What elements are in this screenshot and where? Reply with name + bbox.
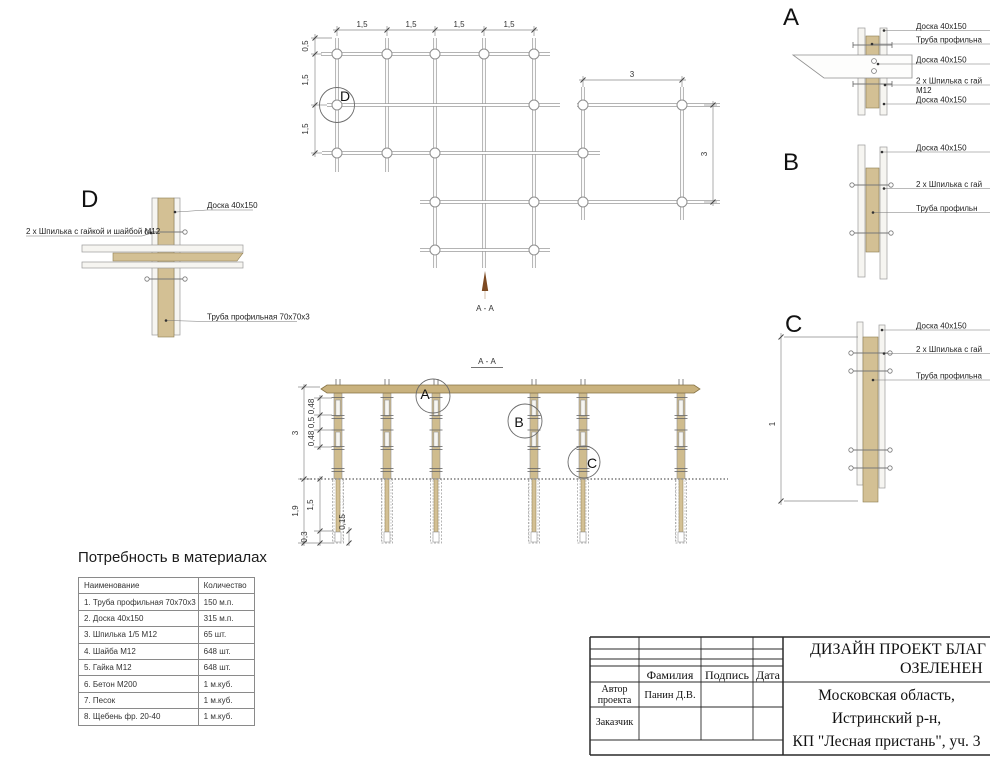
table-row: 8. Щебень фр. 20-40 1 м.куб. xyxy=(79,709,255,725)
detail-b-label-2: 2 х Шпилька с гай xyxy=(916,180,983,189)
column-header-qty: Количество xyxy=(198,578,254,594)
table-header-row xyxy=(79,578,255,594)
detail-b-label-1: Доска 40х150 xyxy=(916,143,967,153)
detail-d-label-board: Доска 40х150 xyxy=(207,201,258,210)
detail-a-label-3: Доска 40х150 xyxy=(916,55,967,65)
table-row: 5. Гайка М12 648 шт. xyxy=(79,659,255,675)
plan-dim-top-4: 1,5 xyxy=(503,20,515,29)
section-dim-chain-3: 0,48 xyxy=(307,430,316,447)
table-row: 7. Песок 1 м.куб. xyxy=(79,692,255,708)
detail-d xyxy=(26,186,310,337)
plan-dim-top-1: 1,5 xyxy=(356,20,368,29)
section-cut-label: А - А xyxy=(476,304,494,313)
titleblock-row-client: Заказчик xyxy=(595,717,634,728)
detail-d-letter: D xyxy=(81,186,99,213)
titleblock-author-name: Панин Д.В. xyxy=(644,690,696,701)
section-dim-below-1: 1,5 xyxy=(306,499,315,511)
plan-dim-left-2: 1,5 xyxy=(301,74,310,86)
plan-dimensions xyxy=(301,20,717,206)
detail-a-label-4: 2 х Шпилька с гай xyxy=(916,76,983,86)
plan-dim-left-1: 0,5 xyxy=(301,40,310,52)
address-line1: Московская область, xyxy=(818,687,955,704)
section-arrow-icon xyxy=(482,271,488,291)
detail-c-label-2: 2 х Шпилька с гай xyxy=(916,345,983,354)
section-callouts xyxy=(416,379,600,478)
detail-c-label-1: Доска 40х150 xyxy=(916,321,967,331)
project-title-line1: ДИЗАЙН ПРОЕКТ БЛАГ xyxy=(810,641,987,658)
detail-c-label-3: Труба профильна xyxy=(916,371,982,381)
detail-a xyxy=(783,4,990,115)
detail-a-label-2: Труба профильна xyxy=(916,35,982,45)
detail-a-label-5: М12 xyxy=(916,86,932,95)
detail-c-dim-height: 1 xyxy=(768,421,777,427)
table-row: 4. Шайба М12 648 шт. xyxy=(79,643,255,659)
address-line2: Истринский р-н, xyxy=(831,710,942,727)
plan-dim-ext-height: 3 xyxy=(700,151,709,157)
plan-dim-left-3: 1,5 xyxy=(301,123,310,135)
detail-a-label-1: Доска 40х150 xyxy=(916,22,967,31)
materials-table xyxy=(78,577,255,726)
section-dim-chain-1: 0,48 xyxy=(307,398,316,415)
table-row: 2. Доска 40х150 315 м.п. xyxy=(79,610,255,626)
plan-beams xyxy=(321,38,720,268)
section-posts xyxy=(332,379,688,543)
detail-b-letter: B xyxy=(783,149,800,176)
plan-callout-d-label: D xyxy=(339,88,351,104)
detail-d-label-pipe: Труба профильная 70х70х3 xyxy=(207,312,310,322)
detail-b xyxy=(783,144,990,280)
section-dim-pile-offset: 0,15 xyxy=(338,514,347,530)
column-header-name: Наименование xyxy=(79,578,199,594)
section-view xyxy=(291,357,728,546)
address-line3: КП "Лесная пристань", уч. 3 xyxy=(792,733,981,750)
section-callout-a: A xyxy=(420,386,430,402)
section-dim-below-2: 0,3 xyxy=(300,531,309,543)
plan-dim-ext-width: 3 xyxy=(629,70,635,79)
plan-dim-top-3: 1,5 xyxy=(453,20,465,29)
table-row: 3. Шпилька 1/5 М12 65 шт. xyxy=(79,627,255,643)
project-title-line2: ОЗЕЛЕНЕН xyxy=(900,660,983,677)
section-dimensions xyxy=(291,384,352,546)
section-cut-marker xyxy=(476,271,494,313)
section-top-beam xyxy=(321,385,700,393)
detail-d-label-stud: 2 х Шпилька с гайкой и шайбой М12 xyxy=(26,227,161,236)
plan-view xyxy=(301,20,720,313)
titleblock-row-author: Автор проекта xyxy=(597,684,632,706)
detail-c-letter: C xyxy=(785,311,803,338)
plan-dim-top-2: 1,5 xyxy=(405,20,417,29)
detail-c xyxy=(768,311,990,505)
section-callout-c: C xyxy=(586,455,598,471)
section-title: А - А xyxy=(478,357,496,366)
section-dim-below-total: 1,9 xyxy=(291,505,300,517)
titleblock-col-date: Дата xyxy=(756,668,780,682)
detail-a-letter: A xyxy=(783,4,800,31)
section-dim-chain-2: 0,5 xyxy=(307,416,316,429)
titleblock-col-surname: Фамилия xyxy=(646,668,694,682)
table-row: 6. Бетон М200 1 м.куб. xyxy=(79,676,255,692)
section-dim-total: 3 xyxy=(291,430,300,436)
section-callout-b: B xyxy=(514,414,524,430)
table-row: 1. Труба профильная 70х70х3 150 м.п. xyxy=(79,594,255,610)
titleblock-col-signature: Подпись xyxy=(704,668,750,682)
materials-title: Потребность в материалах xyxy=(78,549,267,566)
detail-a-label-6: Доска 40х150 xyxy=(916,95,967,105)
detail-b-label-3: Труба профильн xyxy=(916,204,978,213)
